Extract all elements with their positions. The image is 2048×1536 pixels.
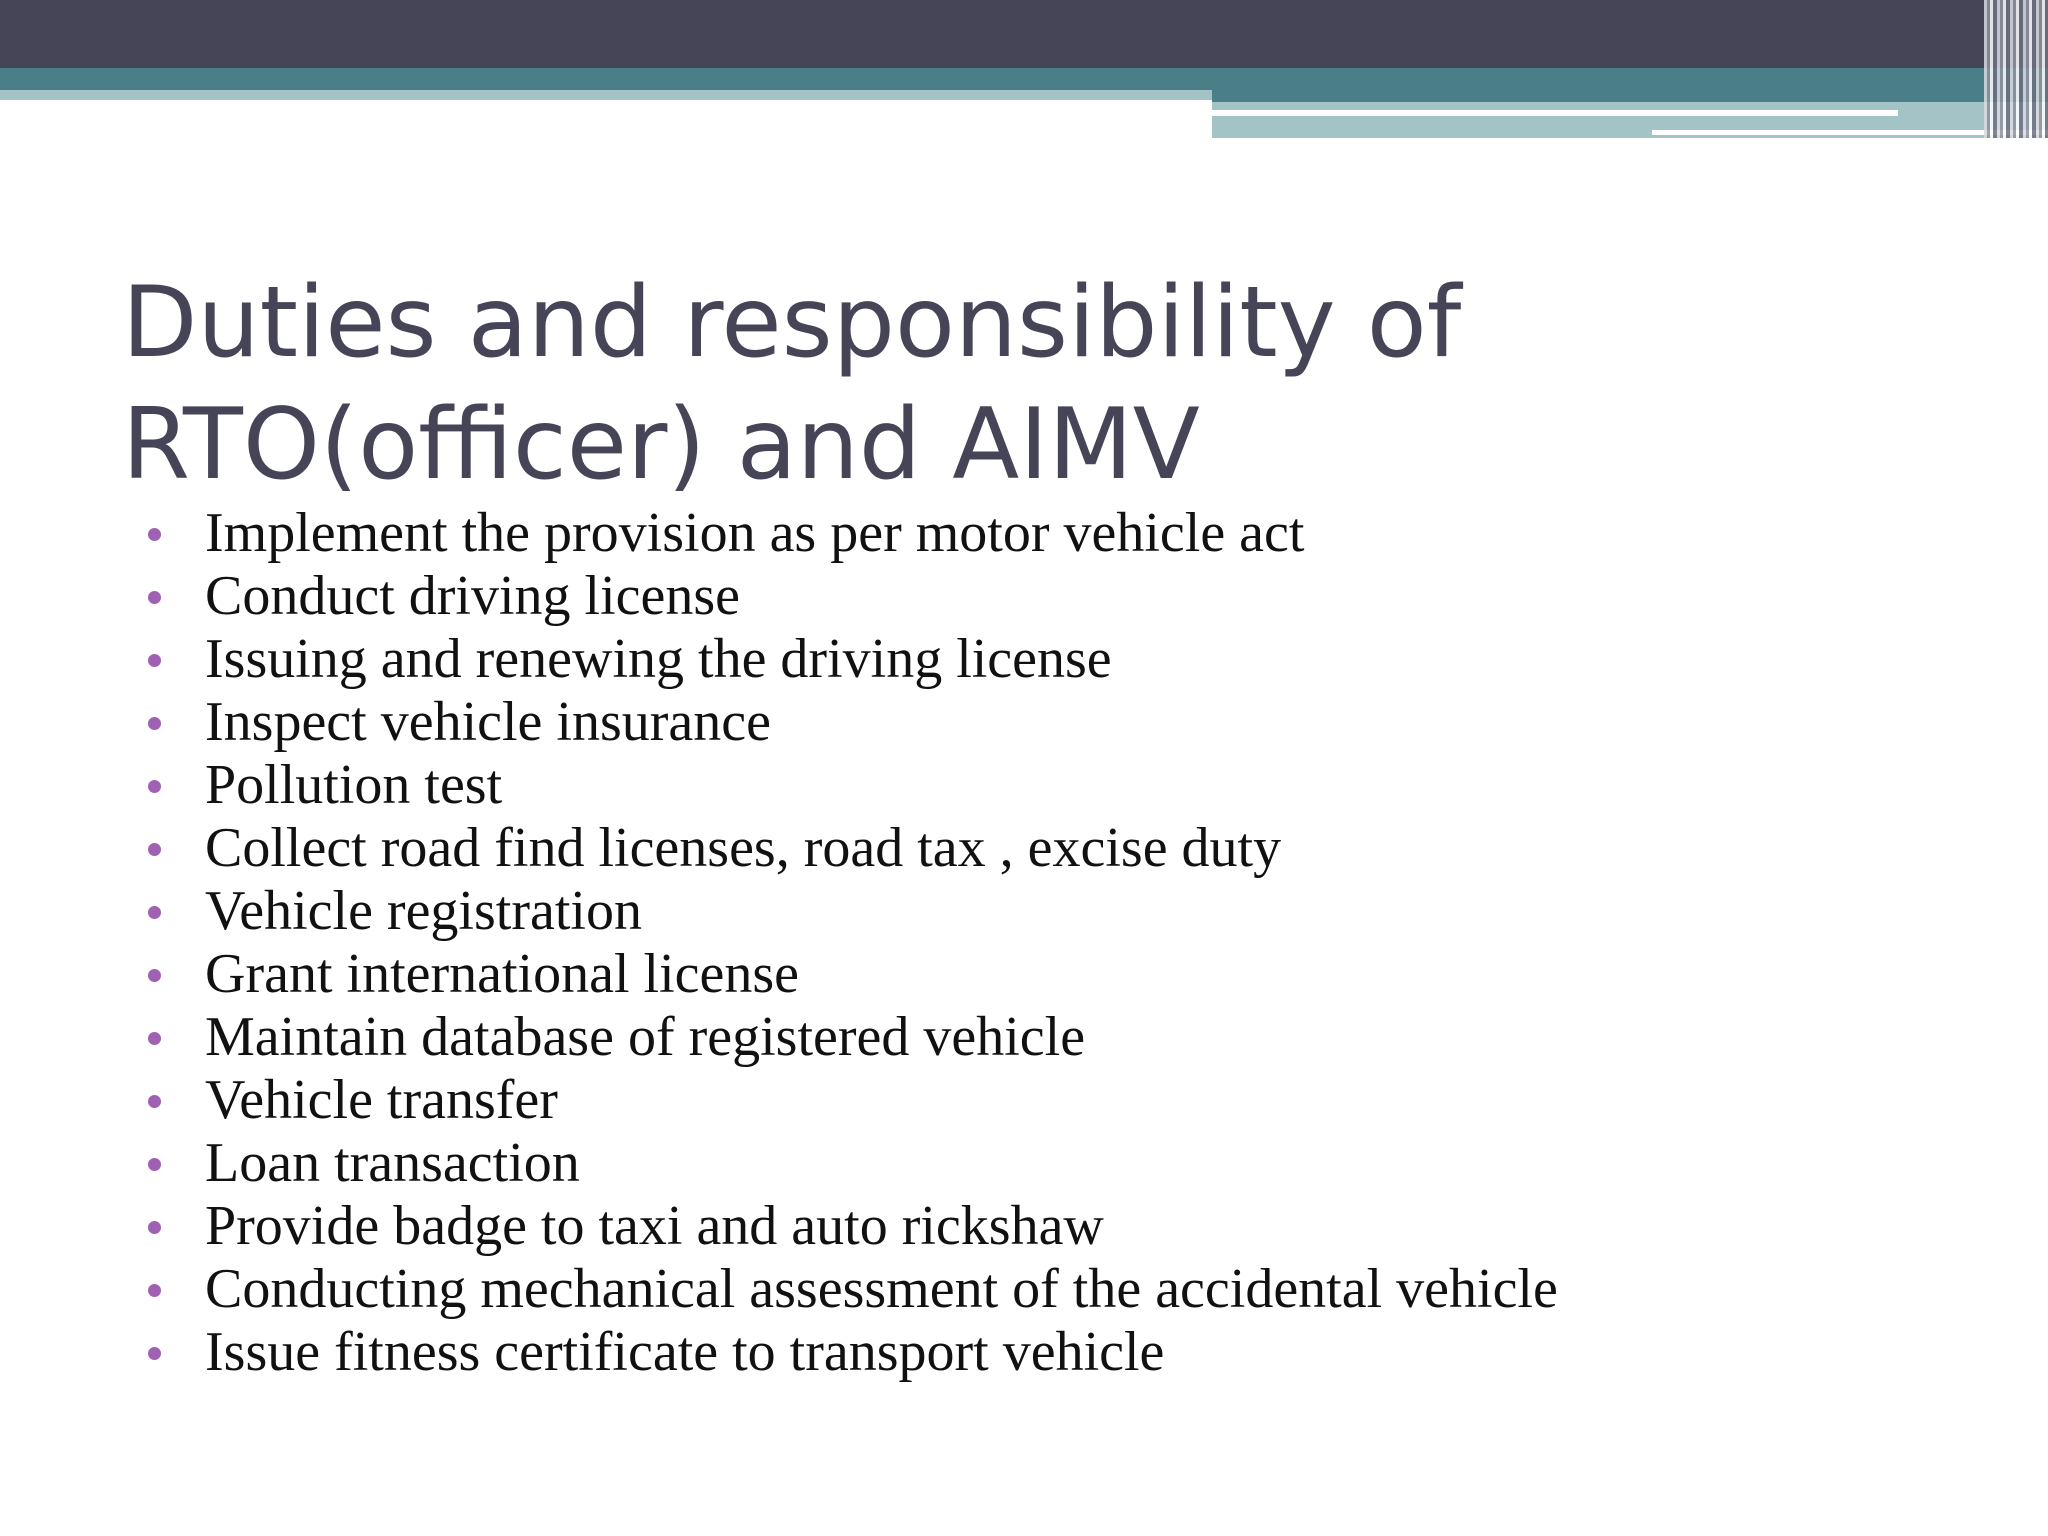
bullet-text: Inspect vehicle insurance [205, 691, 771, 753]
bullet-text: Implement the provision as per motor vehicle act [205, 502, 1305, 564]
bullet-list [148, 502, 2008, 1384]
bullet-icon [148, 969, 161, 982]
list-item [148, 1321, 2008, 1384]
slide-title [122, 262, 1622, 506]
bullet-icon [148, 1221, 161, 1234]
bullet-text: Grant international license [205, 943, 799, 1005]
bullet-icon [148, 1032, 161, 1045]
bullet-text: Issue fitness certificate to transport vehicle [205, 1321, 1165, 1383]
list-item [148, 628, 2008, 691]
header-band-light-left [0, 90, 1212, 100]
list-item [148, 1132, 2008, 1195]
list-item [148, 1195, 2008, 1258]
bullet-icon [148, 528, 161, 541]
list-item [148, 1006, 2008, 1069]
slide-title-line: RTO(officer) and AIMV [122, 388, 1200, 502]
bullet-icon [148, 780, 161, 793]
slide-title-line: Duties and responsibility of [122, 266, 1462, 380]
bullet-icon [148, 1284, 161, 1297]
list-item [148, 943, 2008, 1006]
bullet-icon [148, 906, 161, 919]
bullet-text: Pollution test [205, 754, 503, 816]
bullet-text: Provide badge to taxi and auto rickshaw [205, 1195, 1104, 1257]
list-item [148, 1258, 2008, 1321]
bullet-text: Vehicle transfer [205, 1069, 558, 1131]
header-divider-line [1212, 110, 1898, 116]
header-stripes [1984, 0, 2048, 138]
bullet-text: Conduct driving license [205, 565, 741, 627]
bullet-icon [148, 1158, 161, 1171]
list-item [148, 880, 2008, 943]
bullet-icon [148, 843, 161, 856]
bullet-text: Collect road find licenses, road tax , excise duty [205, 817, 1282, 879]
list-item [148, 817, 2008, 880]
header-band-teal-right [1212, 90, 2048, 102]
bullet-text: Maintain database of registered vehicle [205, 1006, 1086, 1068]
bullet-icon [148, 654, 161, 667]
bullet-text: Vehicle registration [205, 880, 642, 942]
bullet-icon [148, 591, 161, 604]
list-item [148, 754, 2008, 817]
list-item [148, 1069, 2008, 1132]
bullet-icon [148, 1095, 161, 1108]
header-band-teal [0, 68, 2048, 90]
bullet-text: Issuing and renewing the driving license [205, 628, 1112, 690]
bullet-text: Loan transaction [205, 1132, 580, 1194]
bullet-text: Conducting mechanical assessment of the accidental vehicle [205, 1258, 1558, 1320]
list-item [148, 691, 2008, 754]
bullet-icon [148, 1347, 161, 1360]
list-item [148, 565, 2008, 628]
header-band-dark [0, 0, 2048, 68]
list-item [148, 502, 2008, 565]
bullet-icon [148, 717, 161, 730]
